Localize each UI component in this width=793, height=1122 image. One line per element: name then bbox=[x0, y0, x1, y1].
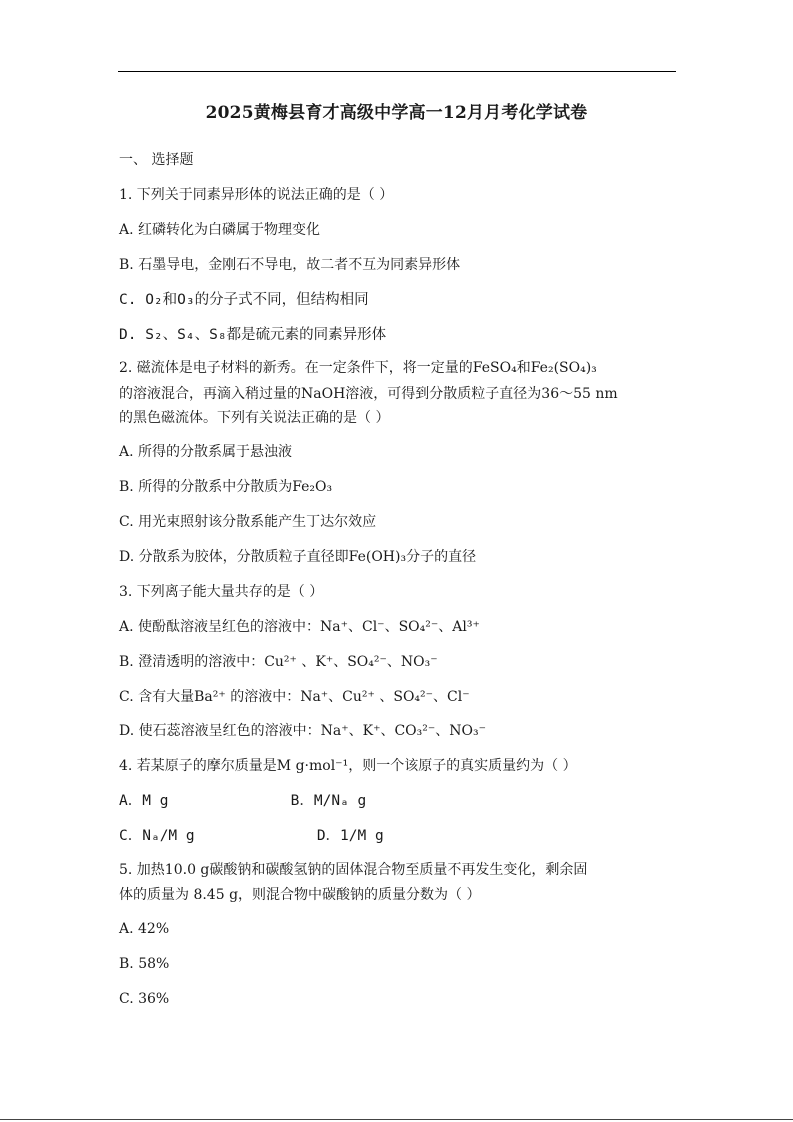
footer-rule bbox=[0, 1119, 793, 1120]
question-3-option-c: C. 含有大量Ba²⁺ 的溶液中：Na⁺、Cu²⁺ 、SO₄²⁻、Cl⁻ bbox=[119, 689, 470, 705]
question-2-option-b: B. 所得的分散系中分散质为Fe₂O₃ bbox=[119, 479, 333, 495]
question-2-option-c: C. 用光束照射该分散系能产生丁达尔效应 bbox=[119, 514, 377, 530]
question-3-option-d: D. 使石蕊溶液呈红色的溶液中：Na⁺、K⁺、CO₃²⁻、NO₃⁻ bbox=[119, 723, 486, 739]
header-rule bbox=[118, 71, 676, 72]
question-2-option-d: D. 分散系为胶体，分散质粒子直径即Fe(OH)₃分子的直径 bbox=[119, 549, 477, 565]
question-4-options-cd: C．Nₐ/M g D．1/M g bbox=[119, 828, 384, 844]
question-3-option-b: B. 澄清透明的溶液中：Cu²⁺ 、K⁺、SO₄²⁻、NO₃⁻ bbox=[119, 654, 438, 670]
section-heading: 一、 选择题 bbox=[119, 152, 194, 168]
question-1-option-b: B. 石墨导电，金刚石不导电，故二者不互为同素异形体 bbox=[119, 257, 461, 273]
question-5-option-c: C. 36% bbox=[119, 991, 170, 1007]
question-2-stem-line-3: 的黑色磁流体。下列有关说法正确的是（ ） bbox=[119, 410, 390, 426]
question-5-stem-line-1: 5. 加热10.0 g碳酸钠和碳酸氢钠的固体混合物至质量不再发生变化，剩余固 bbox=[119, 862, 588, 878]
question-2-option-a: A. 所得的分散系属于悬浊液 bbox=[119, 444, 293, 460]
question-5-stem-line-2: 体的质量为 8.45 g，则混合物中碳酸钠的质量分数为（ ） bbox=[119, 887, 481, 903]
question-1-option-a: A. 红磷转化为白磷属于物理变化 bbox=[119, 222, 321, 238]
question-5-option-a: A. 42% bbox=[119, 921, 170, 937]
question-2-stem-line-1: 2. 磁流体是电子材料的新秀。在一定条件下，将一定量的FeSO₄和Fe₂(SO₄)₃ bbox=[119, 360, 597, 376]
question-2-stem-line-2: 的溶液混合，再滴入稍过量的NaOH溶液，可得到分散质粒子直径为36～55 nm bbox=[119, 386, 618, 402]
question-4-options-ab: A．M g B．M/Nₐ g bbox=[119, 793, 367, 809]
question-3-stem: 3. 下列离子能大量共存的是（ ） bbox=[119, 584, 324, 600]
question-1-option-c: C. O₂和O₃的分子式不同，但结构相同 bbox=[119, 292, 369, 308]
question-1-option-d: D. S₂、S₄、S₈都是硫元素的同素异形体 bbox=[119, 327, 387, 343]
question-4-stem: 4. 若某原子的摩尔质量是M g·mol⁻¹，则一个该原子的真实质量约为（ ） bbox=[119, 758, 577, 774]
question-3-option-a: A. 使酚酞溶液呈红色的溶液中：Na⁺、Cl⁻、SO₄²⁻、Al³⁺ bbox=[119, 619, 480, 635]
question-5-option-b: B. 58% bbox=[119, 956, 170, 972]
question-1-stem: 1. 下列关于同素异形体的说法正确的是（ ） bbox=[119, 187, 394, 203]
page-title: 2025黄梅县育才高级中学高一12月月考化学试卷 bbox=[205, 103, 588, 123]
